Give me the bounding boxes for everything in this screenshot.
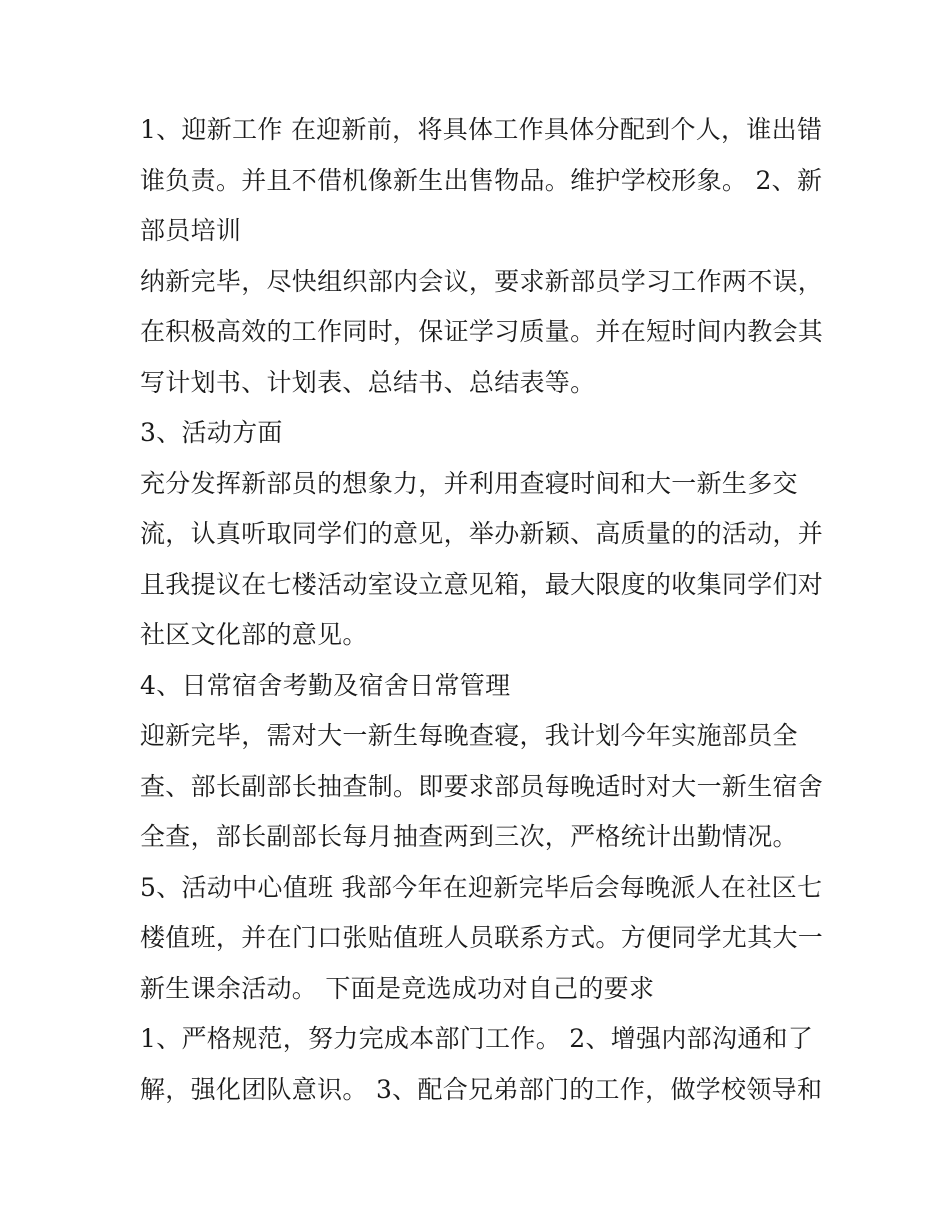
text-line: 新生课余活动。 下面是竞选成功对自己的要求 bbox=[140, 974, 655, 1003]
text-line: 楼值班，并在门口张贴值班人员联系方式。方便同学尤其大一 bbox=[140, 923, 824, 952]
section-heading: 3、活动方面 bbox=[140, 418, 283, 447]
text-line: 写计划书、计划表、总结书、总结表等。 bbox=[140, 368, 596, 397]
text-line: 谁负责。并且不借机像新生出售物品。维护学校形象。 2、新 bbox=[140, 166, 823, 195]
text-line: 社区文化部的意见。 bbox=[140, 620, 368, 649]
text-line: 解，强化团队意识。 3、配合兄弟部门的工作，做学校领导和 bbox=[140, 1075, 823, 1104]
text-line: 纳新完毕，尽快组织部内会议，要求新部员学习工作两不误， bbox=[140, 267, 824, 296]
text-line: 迎新完毕，需对大一新生每晚查寝，我计划今年实施部员全 bbox=[140, 721, 798, 750]
text-line: 且我提议在七楼活动室设立意见箱，最大限度的收集同学们对 bbox=[140, 570, 824, 599]
text-line: 部员培训 bbox=[140, 216, 242, 245]
text-line: 查、部长副部长抽查制。即要求部员每晚适时对大一新生宿舍 bbox=[140, 772, 824, 801]
section-heading: 4、日常宿舍考勤及宿舍日常管理 bbox=[140, 671, 511, 700]
text-line: 流，认真听取同学们的意见，举办新颖、高质量的的活动，并 bbox=[140, 519, 824, 548]
text-line: 1、迎新工作 在迎新前，将具体工作具体分配到个人，谁出错 bbox=[140, 115, 823, 144]
text-line: 在积极高效的工作同时，保证学习质量。并在短时间内教会其 bbox=[140, 317, 824, 346]
text-line: 5、活动中心值班 我部今年在迎新完毕后会每晚派人在社区七 bbox=[140, 873, 823, 902]
text-line: 充分发挥新部员的想象力，并利用查寝时间和大一新生多交 bbox=[140, 469, 798, 498]
text-line: 全查，部长副部长每月抽查两到三次，严格统计出勤情况。 bbox=[140, 822, 798, 851]
text-line: 1、严格规范，努力完成本部门工作。 2、增强内部沟通和了 bbox=[140, 1024, 814, 1053]
